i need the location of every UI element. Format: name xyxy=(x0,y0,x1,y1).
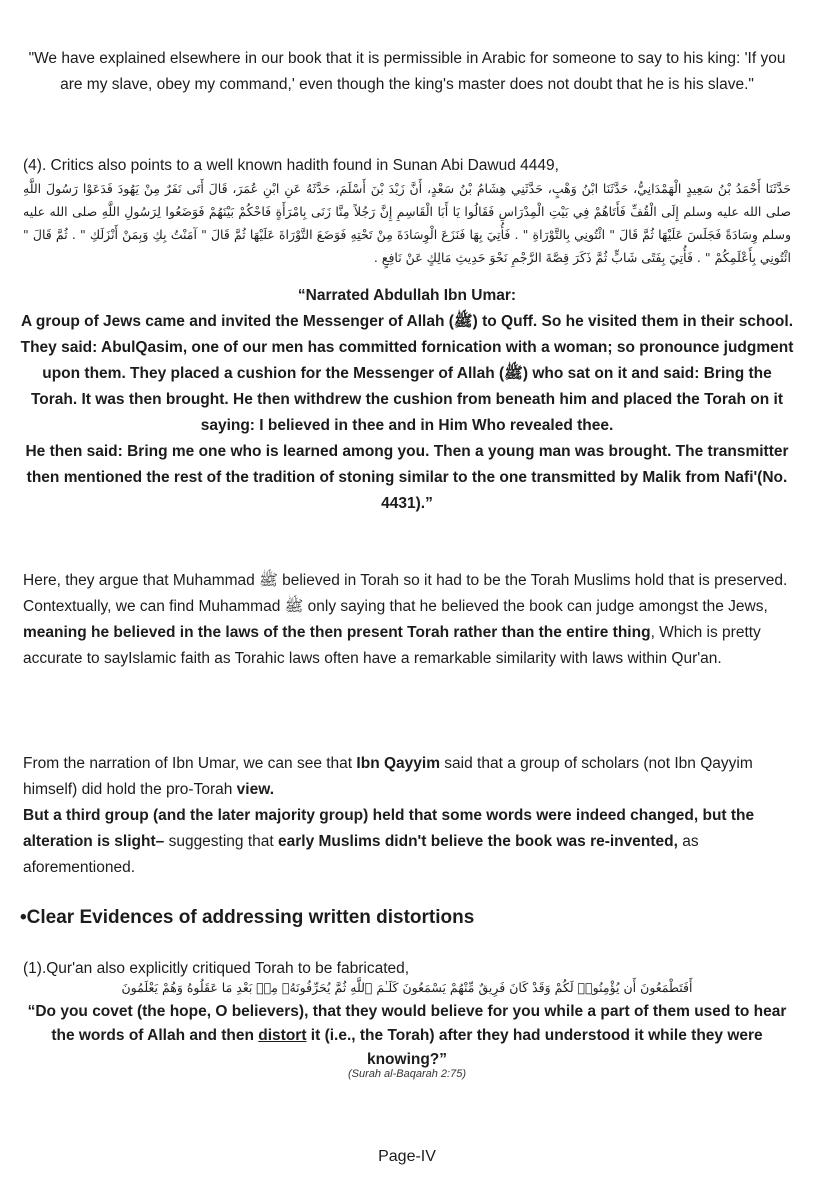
hadith-translation xyxy=(20,283,794,517)
argue-text-a: Contextually, we can find Muhammad ﷺ only saying that he believed the book can judge amongst the Jews, xyxy=(23,598,768,615)
narration-text-f: suggesting that xyxy=(164,833,279,850)
narration-section xyxy=(23,751,793,881)
narration-text-h: as aforementioned. xyxy=(23,833,699,876)
quran-translation-c: it (i.e., the Torah) after they had understood it while they were knowing?” xyxy=(306,1027,763,1068)
narration-view: view. xyxy=(236,781,275,798)
quran-translation xyxy=(20,1000,794,1072)
narration-text-c: said that a group of scholars (not Ibn Qayyim himself) did hold the pro-Torah xyxy=(23,755,753,798)
section-heading: •Clear Evidences of addressing written distortions xyxy=(20,907,475,928)
hadith-paragraph-3: He then said: Bring me one who is learned among you. Then a young man was brought. The transmitter then mentioned the rest of the tradition of stoning similar to the one transmitted by Malik from Nafi'(No. 4431).” xyxy=(25,443,789,512)
narration-ibn-qayyim: Ibn Qayyim xyxy=(356,755,440,772)
narration-text-a: From the narration of Ibn Umar, we can see that xyxy=(23,755,357,772)
hadith-paragraph-1: A group of Jews came and invited the Messenger of Allah (ﷺ) to Quff. So he visited them in their school. xyxy=(20,313,794,330)
argument-section xyxy=(23,568,793,672)
opening-quote: "We have explained elsewhere in our book that it is permissible in Arabic for someone to say to his king: 'If you are my slave, obey my command,' even though the king's master does not doubt that he is his slave." xyxy=(28,50,786,93)
quran-arabic-verse: أَفَتَطْمَعُونَ أَن يُؤْمِنُوا۟ لَكُمْ وَقَدْ كَانَ فَرِيقٌ مِّنْهُمْ يَسْمَعُونَ كَلَـٰمَ ٱللَّهِ ثُمَّ يُحَرِّفُونَهُۥ مِنۢ بَعْدِ مَا عَقَلُوهُ وَهُمْ يَعْلَمُونَ xyxy=(121,980,693,995)
quran-citation: (Surah al-Baqarah 2:75) xyxy=(347,1068,466,1080)
narration-third-group: But a third group (and the later majority group) held that some words were indeed changed, but the alteration is slight– xyxy=(23,807,755,850)
quran-translation-a: “Do you covet (the hope, O believers), that they would believe for you while a part of them used to hear the words of Allah and then xyxy=(27,1003,787,1044)
argue-paragraph-2 xyxy=(23,594,793,672)
quran-intro: (1).Qur'an also explicitly critiqued Torah to be fabricated, xyxy=(23,960,410,977)
critics-intro: (4). Critics also points to a well known hadith found in Sunan Abi Dawud 4449, xyxy=(23,157,559,174)
narration-paragraph-2 xyxy=(23,803,793,881)
narration-paragraph-1 xyxy=(23,751,793,803)
page-number: Page-IV xyxy=(378,1148,436,1165)
argue-text-bold: meaning he believed in the laws of the then present Torah rather than the entire thing xyxy=(23,624,651,641)
quran-distort-word: distort xyxy=(258,1027,307,1044)
argue-paragraph-1: Here, they argue that Muhammad ﷺ believed in Torah so it had to be the Torah Muslims hold that is preserved. xyxy=(23,572,788,589)
argue-text-c: , Which is pretty accurate to sayIslamic faith as Torahic laws often have a remarkable similarity with laws within Qur'an. xyxy=(23,624,761,667)
hadith-narrator: “Narrated Abdullah Ibn Umar: xyxy=(297,287,517,304)
hadith-paragraph-2: They said: AbulQasim, one of our men has committed fornication with a woman; so pronounce judgment upon them. They placed a cushion for the Messenger of Allah (ﷺ) who sat on it and said: Bring the Torah. It was then brought. He then withdrew the cushion from beneath him and placed the Torah on it saying: I believed in thee and in Him Who revealed thee. xyxy=(20,339,794,434)
hadith-arabic-text: حَدَّثَنَا أَحْمَدُ بْنُ سَعِيدٍ الْهَمْدَانِيُّ، حَدَّثَنَا ابْنُ وَهْبٍ، حَدَّثَنِي هِشَامُ بْنُ سَعْدٍ، أَنَّ زَيْدَ بْنَ أَسْلَمَ، حَدَّثَهُ عَنِ ابْنِ عُمَرَ، قَالَ أَتَى نَفَرٌ مِنْ يَهُودَ فَدَعَوْا رَسُولَ اللَّهِ صلى الله عليه وسلم إِلَى الْقُفِّ فَأَتَاهُمْ فِي بَيْتِ الْمِدْرَاسِ فَقَالُوا يَا أَبَا الْقَاسِمِ إِنَّ رَجُلاً مِنَّا زَنَى بِامْرَأَةٍ فَاحْكُمْ بَيْنَهُمْ فَوَضَعُوا لِرَسُولِ اللَّهِ صلى الله عليه وسلم وِسَادَةً فَجَلَسَ عَلَيْهَا ثُمَّ قَالَ " ائْتُونِي بِالتَّوْرَاةِ " . فَأُتِيَ بِهَا فَنَزَعَ الْوِسَادَةَ مِنْ تَحْتِهِ فَوَضَعَ التَّوْرَاةَ عَلَيْهَا ثُمَّ قَالَ " آمَنْتُ بِكِ وَبِمَنْ أَنْزَلَكِ " . ثُمَّ قَالَ " ائْتُونِي بِأَعْلَمِكُمْ " . فَأُتِيَ بِفَتًى شَابٍّ ثُمَّ ذَكَرَ قِصَّةَ الرَّجْمِ نَحْوَ حَدِيثِ مَالِكٍ عَنْ نَافِعٍ . xyxy=(23,181,791,265)
narration-early-muslims: early Muslims didn't believe the book was re-invented, xyxy=(278,833,678,850)
